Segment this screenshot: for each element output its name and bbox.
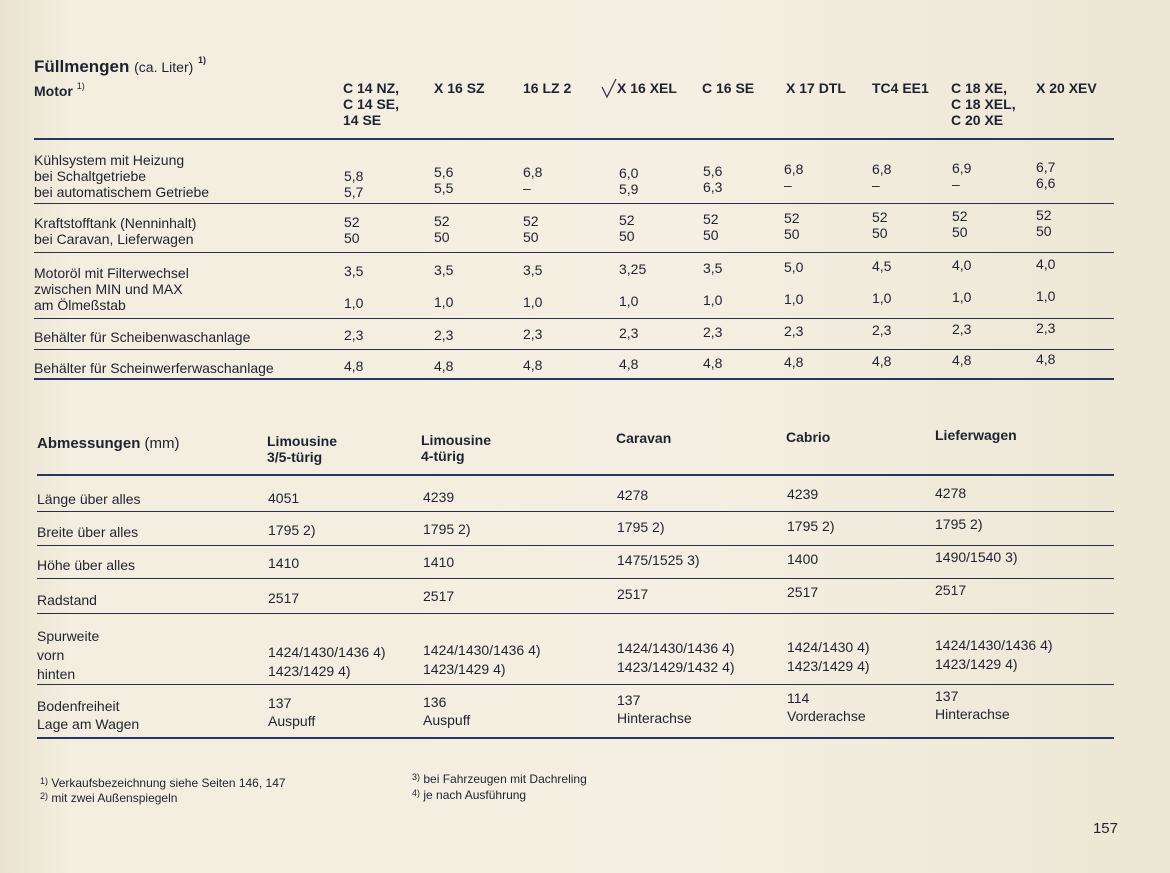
cell: 2517: [787, 584, 819, 600]
cell: 2,3: [434, 327, 454, 343]
cell: 5,6 5,5: [434, 164, 454, 196]
cell: 1,0: [619, 293, 639, 309]
cell: 1,0: [1036, 288, 1056, 304]
cell: 2,3: [523, 326, 543, 342]
cell: 1410: [423, 554, 455, 570]
cell: 3,5: [434, 262, 454, 278]
cell: 2517: [268, 590, 300, 606]
engine-header: X 20 XEV: [1036, 80, 1097, 96]
divider: [37, 684, 1114, 685]
row-label: Länge über alles: [37, 491, 141, 507]
cell: 52 50: [952, 208, 968, 240]
cell: 1795 2): [787, 518, 835, 534]
cell: 6,8 –: [872, 161, 892, 193]
row-label: Breite über alles: [37, 524, 139, 540]
divider: [37, 578, 1114, 579]
cell: 1,0: [434, 294, 454, 310]
cell: 3,5: [523, 262, 543, 278]
row-label: Behälter für Scheinwerferwaschanlage: [34, 360, 274, 376]
cell: 2,3: [872, 322, 892, 338]
cell: 6,8 –: [523, 164, 543, 196]
cell: 6,8 –: [784, 161, 804, 193]
cell: 4,8: [703, 355, 723, 371]
cell: 4051: [268, 490, 300, 506]
cell: 4,8: [784, 354, 804, 370]
cell: 5,8 5,7: [344, 168, 364, 200]
cell: 1795 2): [268, 522, 316, 538]
cell: 52 50: [434, 213, 450, 245]
engine-header: TC4 EE1: [872, 80, 929, 96]
cell: 1424/1430 4) 1423/1429 4): [787, 639, 870, 674]
motor-header: Motor $^{1)}$: [34, 81, 85, 99]
cell: 52 50: [703, 211, 719, 243]
cell: 1475/1525 3): [617, 552, 700, 568]
row-label: Motoröl mit Filterwechsel: [34, 265, 189, 281]
row-label: Höhe über alles: [37, 557, 136, 573]
cell: 1424/1430/1436 4) 1423/1429 4): [268, 644, 386, 679]
fill-title: Füllmengen (ca. Liter) $^{1)}$: [34, 55, 207, 76]
cell: 137 Auspuff: [268, 695, 316, 729]
cell: 137 Hinterachse: [617, 692, 692, 726]
cell: 4,0: [952, 257, 972, 273]
checkmark-icon: [600, 77, 618, 99]
cell: 1795 2): [423, 521, 471, 537]
cell: 52 50: [872, 209, 888, 241]
divider: [34, 318, 1114, 319]
row-label: Kühlsystem mit Heizung bei Schaltgetriebe bei automatischem Getriebe: [34, 152, 210, 200]
dims-title: Abmessungen (mm): [37, 435, 180, 452]
divider: [37, 545, 1114, 546]
cell: 4,5: [872, 258, 892, 274]
cell: 4,0: [1036, 256, 1056, 272]
cell: 2,3: [952, 321, 972, 337]
cell: 1424/1430/1436 4) 1423/1429 4): [935, 637, 1053, 672]
cell: 1424/1430/1436 4) 1423/1429/1432 4): [617, 640, 735, 675]
footnote: $^{4)}$ je nach Ausführung: [412, 788, 527, 802]
cell: 4239: [423, 489, 455, 505]
cell: 4278: [617, 487, 649, 503]
cell: 136 Auspuff: [423, 694, 471, 728]
cell: 3,25: [619, 261, 647, 277]
cell: 4,8: [872, 353, 892, 369]
footnote: $^{1)}$ Verkaufsbezeichnung siehe Seiten 146, 147: [40, 776, 286, 790]
engine-header: C 14 NZ, C 14 SE, 14 SE: [343, 80, 400, 128]
cell: 4,8: [434, 358, 454, 374]
cell: 4,8: [1036, 351, 1056, 367]
cell: 3,5: [344, 263, 364, 279]
cell: 1795 2): [617, 519, 665, 535]
cell: 52 50: [344, 214, 360, 246]
cell: 1795 2): [935, 516, 983, 532]
row-label: Radstand: [37, 592, 97, 608]
cell: 2,3: [344, 327, 364, 343]
cell: 2517: [935, 582, 967, 598]
body-type-header: Limousine 3/5-türig: [267, 433, 338, 465]
body-type-header: Cabrio: [786, 429, 831, 445]
cell: 2,3: [1036, 320, 1056, 336]
cell: 2,3: [703, 324, 723, 340]
row-label: Behälter für Scheibenwaschanlage: [34, 329, 251, 345]
cell: 6,0 5,9: [619, 165, 639, 197]
engine-header: C 18 XE, C 18 XEL, C 20 XE: [951, 80, 1016, 128]
divider: [34, 138, 1114, 140]
engine-header: X 16 XEL: [617, 80, 677, 96]
cell: 5,6 6,3: [703, 163, 723, 195]
cell: 1400: [787, 551, 819, 567]
divider: [37, 474, 1114, 476]
divider: [34, 378, 1114, 380]
cell: 1410: [268, 555, 300, 571]
cell: 4,8: [523, 357, 543, 373]
cell: 2,3: [619, 325, 639, 341]
row-label: Bodenfreiheit Lage am Wagen: [37, 698, 140, 732]
cell: 52 50: [784, 210, 800, 242]
row-label: Spurweite vorn hinten: [37, 628, 100, 682]
cell: 1,0: [872, 290, 892, 306]
row-label: zwischen MIN und MAX am Ölmeßstab: [34, 281, 183, 313]
cell: 3,5: [703, 260, 723, 276]
cell: 4239: [787, 486, 819, 502]
cell: 1,0: [703, 292, 723, 308]
engine-header: X 17 DTL: [786, 80, 846, 96]
body-type-header: Caravan: [616, 430, 672, 446]
cell: 4,8: [952, 352, 972, 368]
footnote: $^{2)}$ mit zwei Außenspiegeln: [40, 791, 178, 805]
cell: 1,0: [784, 291, 804, 307]
cell: 4278: [935, 485, 967, 501]
body-type-header: Lieferwagen: [935, 427, 1017, 443]
divider: [34, 252, 1114, 253]
divider: [37, 613, 1114, 614]
cell: 1490/1540 3): [935, 549, 1018, 565]
cell: 114 Vorderachse: [787, 690, 866, 724]
footnote: $^{3)}$ bei Fahrzeugen mit Dachreling: [412, 772, 587, 786]
cell: 137 Hinterachse: [935, 688, 1010, 722]
cell: 52 50: [523, 213, 539, 245]
cell: 2517: [423, 588, 455, 604]
cell: 6,7 6,6: [1036, 159, 1056, 191]
cell: 4,8: [619, 356, 639, 372]
cell: 1,0: [523, 294, 543, 310]
divider: [37, 737, 1114, 739]
engine-header: X 16 SZ: [434, 80, 485, 96]
cell: 1,0: [344, 295, 364, 311]
engine-header: C 16 SE: [702, 80, 755, 96]
cell: 5,0: [784, 259, 804, 275]
cell: 6,9 –: [952, 160, 972, 192]
cell: 2,3: [784, 323, 804, 339]
engine-header: 16 LZ 2: [523, 80, 572, 96]
cell: 2517: [617, 586, 649, 602]
cell: 52 50: [619, 212, 635, 244]
divider: [37, 511, 1114, 512]
divider: [34, 203, 1114, 204]
cell: 4,8: [344, 358, 364, 374]
cell: 1424/1430/1436 4) 1423/1429 4): [423, 642, 541, 677]
row-label: Kraftstofftank (Nenninhalt) bei Caravan, Lieferwagen: [34, 215, 197, 247]
page-number: 157: [1092, 820, 1118, 837]
cell: 1,0: [952, 289, 972, 305]
cell: 52 50: [1036, 207, 1052, 239]
body-type-header: Limousine 4-türig: [421, 432, 492, 464]
divider: [34, 349, 1114, 350]
